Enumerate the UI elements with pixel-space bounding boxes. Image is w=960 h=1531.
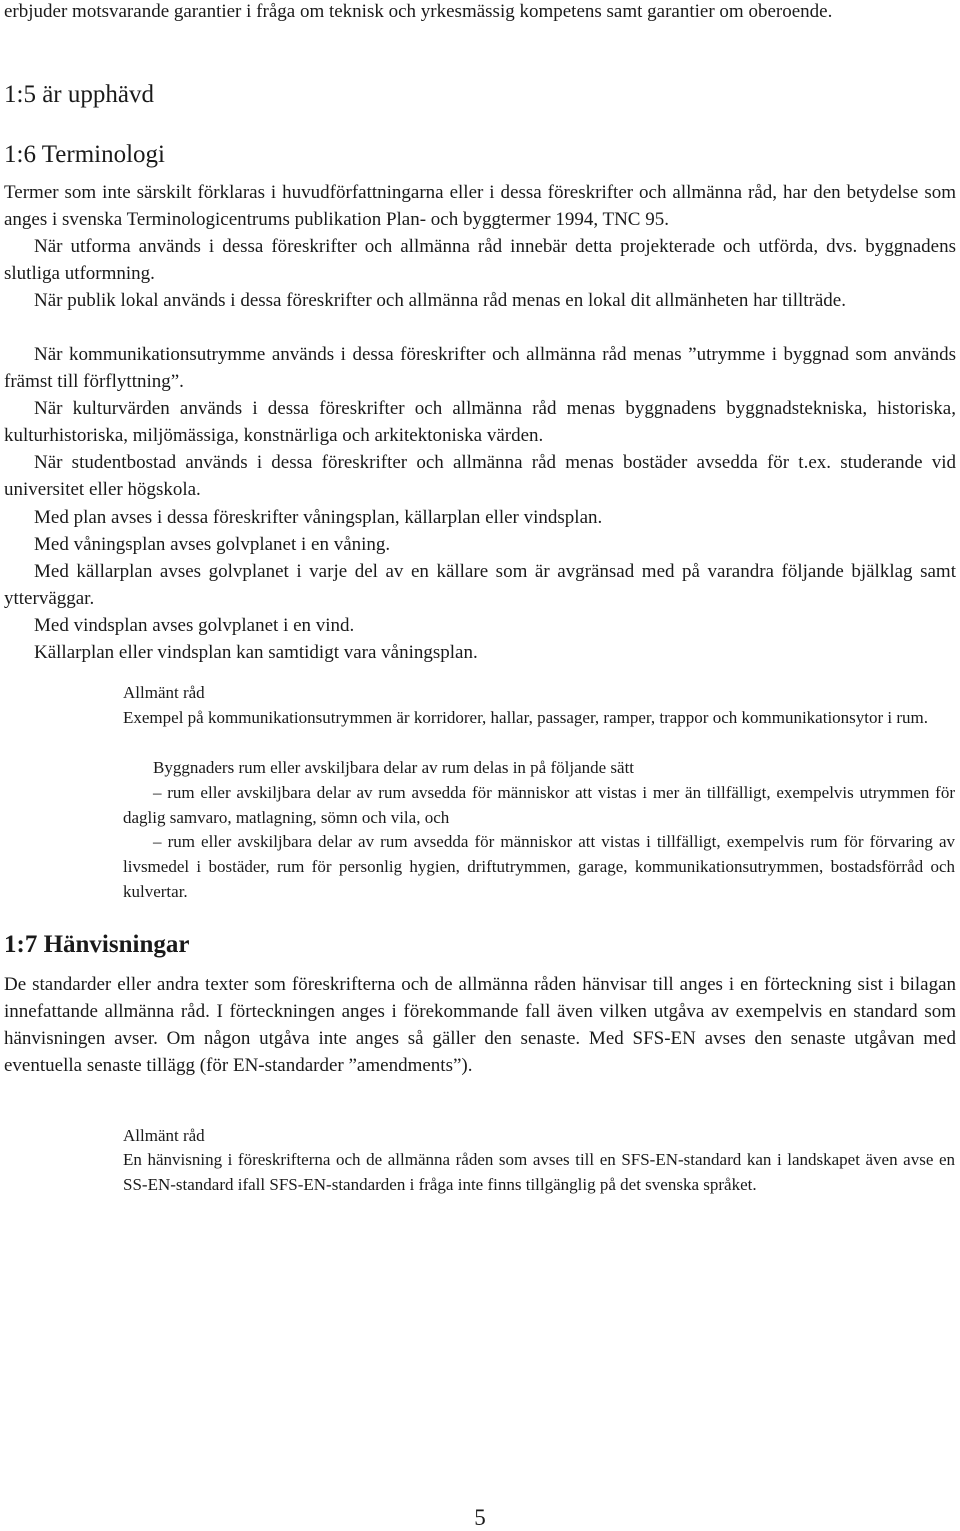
advice-1-6-paragraph-4: – rum eller avskiljbara delar av rum avsedda för människor att vistas i tillfälligt, exempelvis rum för förvaring av livsmedel i bostäder, rum för personlig hygien, driftutrymmen, garage, kommunikationsutrymmen, bostadsförråd och kulvertar. <box>123 832 955 901</box>
terminology-paragraph-3: När publik lokal används i dessa föreskrifter och allmänna råd menas en lokal dit allmänheten har tillträde. <box>34 290 846 311</box>
terminology-paragraph-6: När studentbostad används i dessa föreskrifter och allmänna råd menas bostäder avsedda för t.ex. studerande vid universitet eller högskola. <box>4 452 956 500</box>
heading-1-6: 1:6 Terminologi <box>4 141 165 168</box>
advice-1-7-paragraph-1: En hänvisning i föreskrifterna och de allmänna råden som avses till en SFS-EN-standard kan i landskapet även avse en SS-EN-standard ifall SFS-EN-standarden i fråga inte finns tillgänglig på det svenska språket. <box>123 1150 955 1194</box>
terminology-paragraph-5: När kulturvärden används i dessa föreskrifter och allmänna råd menas byggnadens byggnadstekniska, historiska, kulturhistoriska, miljömässiga, konstnärliga och arkitektoniska värden. <box>4 398 956 446</box>
references-paragraph-1: De standarder eller andra texter som föreskrifterna och de allmänna råden hänvisar till anges i en förteckning sist i bilagan innefattande allmänna råd. I förteckningen anges i förekommande fall även vilken utgåva av exempelvis en standard som hänvisningen avser. Om någon utgåva inte anges så gäller den senaste. Med SFS-EN avses den senaste utgåvan med eventuella senaste tillägg (för EN-standarder ”amendments”). <box>4 974 956 1076</box>
advice-1-6-paragraph-1: Exempel på kommunikationsutrymmen är korridorer, hallar, passager, ramper, trappor och kommunikationsytor i rum. <box>123 708 929 727</box>
advice-1-6-paragraph-2: Byggnaders rum eller avskiljbara delar av rum delas in på följande sätt <box>153 758 635 777</box>
terminology-paragraph-7: Med plan avses i dessa föreskrifter våningsplan, källarplan eller vindsplan. <box>34 507 603 528</box>
terminology-paragraph-4: När kommunikationsutrymme används i dessa föreskrifter och allmänna råd menas ”utrymme i byggnad som används främst till förflyttning”. <box>4 344 956 392</box>
heading-1-7: 1:7 Hänvisningar <box>4 931 190 958</box>
terminology-paragraph-9: Med källarplan avses golvplanet i varje del av en källare som är avgränsad med på varandra följande bjälklag samt ytterväggar. <box>4 561 956 609</box>
page-number: 5 <box>474 1505 486 1530</box>
terminology-paragraph-8: Med våningsplan avses golvplanet i en våning. <box>34 534 391 555</box>
terminology-paragraph-1: Termer som inte särskilt förklaras i huvudförfattningarna eller i dessa föreskrifter och allmänna råd, har den betydelse som anges i svenska Terminologicentrums publikation Plan- och byggtermer 1994, TNC 95. <box>4 182 956 230</box>
terminology-paragraph-2: När utforma används i dessa föreskrifter och allmänna råd innebär detta projekterade och utförda, dvs. byggnadens slutliga utformning. <box>4 236 956 284</box>
heading-1-5: 1:5 är upphävd <box>4 81 154 108</box>
terminology-paragraph-10: Med vindsplan avses golvplanet i en vind. <box>34 615 355 636</box>
intro-continuation: erbjuder motsvarande garantier i fråga om teknisk och yrkesmässig kompetens samt garantier om oberoende. <box>4 1 833 22</box>
advice-label-1-7: Allmänt råd <box>123 1126 205 1145</box>
terminology-paragraph-11: Källarplan eller vindsplan kan samtidigt vara våningsplan. <box>34 642 478 663</box>
advice-1-6-paragraph-3: – rum eller avskiljbara delar av rum avsedda för människor att vistas i mer än tillfälligt, exempelvis utrymmen för daglig samvaro, matlagning, sömn och vila, och <box>123 783 955 827</box>
advice-label-1-6: Allmänt råd <box>123 683 205 702</box>
